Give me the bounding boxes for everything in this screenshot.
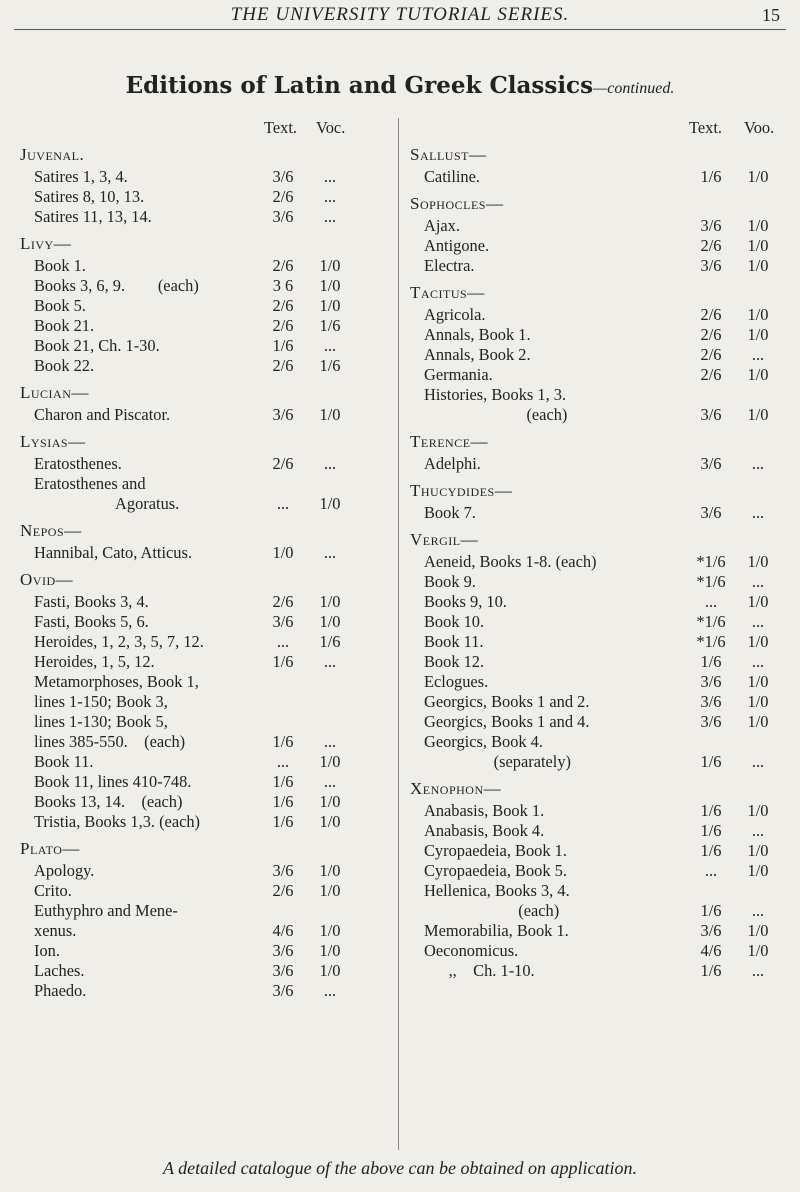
text-price: 3/6 — [272, 861, 294, 880]
entry-title: (each) — [424, 405, 568, 424]
entry-title: Cyropaedeia, Book 1. — [424, 841, 567, 860]
text-price: 3/6 — [272, 961, 294, 980]
text-price: 1/6 — [700, 841, 722, 860]
catalogue-entry — [20, 494, 390, 514]
voc-price: 1/0 — [319, 941, 341, 960]
entry-title: Cyropaedeia, Book 5. — [424, 861, 567, 880]
voc-price: 1/0 — [319, 812, 341, 831]
catalogue-entry — [20, 276, 390, 296]
entry-title: Book 9. — [424, 572, 476, 591]
voc-price: ... — [751, 612, 765, 631]
catalogue-entry — [410, 861, 790, 881]
entry-title: Antigone. — [424, 236, 490, 255]
text-price: 1/6 — [700, 961, 722, 980]
catalogue-entry — [410, 901, 790, 921]
entry-title: Georgics, Books 1 and 4. — [424, 712, 590, 731]
entry-title: Ion. — [34, 941, 60, 960]
entry-title: (separately) — [424, 752, 572, 771]
voc-price: 1/6 — [319, 316, 341, 335]
catalogue-entry — [20, 732, 390, 752]
heading-title: Editions of Latin and Greek Classics — [125, 72, 594, 99]
text-price: 1/6 — [700, 821, 722, 840]
text-price: 3/6 — [272, 612, 294, 631]
column-divider — [398, 118, 399, 1150]
entry-title: Agricola. — [424, 305, 486, 324]
left-column-header — [20, 118, 390, 138]
author-heading: Sophocles— — [410, 194, 504, 213]
catalogue-entry — [20, 612, 390, 632]
text-price: 2/6 — [272, 454, 294, 473]
author-heading: Sallust— — [410, 145, 487, 164]
catalogue-entry — [410, 572, 790, 592]
catalogue-note: A detailed catalogue of the above can be obtained on application. — [162, 1158, 638, 1178]
entry-title: lines 385-550. (each) — [34, 732, 186, 751]
text-price: 2/6 — [272, 316, 294, 335]
text-price: *1/6 — [696, 572, 726, 591]
entry-title: Book 1. — [34, 256, 86, 275]
entry-title: lines 1-150; Book 3, — [34, 692, 168, 711]
catalogue-entry — [410, 841, 790, 861]
entry-title: Euthyphro and Mene- — [34, 901, 178, 920]
voc-price: ... — [751, 652, 765, 671]
entry-title: Annals, Book 2. — [424, 345, 531, 364]
voc-price: ... — [323, 543, 337, 562]
author-heading: Plato— — [20, 839, 80, 858]
author-heading: Vergil— — [410, 530, 479, 549]
voc-price: ... — [323, 772, 337, 791]
text-price: 2/6 — [272, 256, 294, 275]
catalogue-entry — [20, 692, 390, 712]
text-price: 2/6 — [700, 325, 722, 344]
text-price: 3/6 — [700, 921, 722, 940]
catalogue-entry — [20, 812, 390, 832]
text-price: 3/6 — [700, 405, 722, 424]
catalogue-entry — [410, 592, 790, 612]
text-price: 2/6 — [700, 345, 722, 364]
voc-price: ... — [323, 981, 337, 1000]
catalogue-entry — [410, 632, 790, 652]
voc-column-label: Voo. — [744, 118, 775, 137]
text-price: *1/6 — [696, 612, 726, 631]
voc-price: 1/0 — [747, 692, 769, 711]
entry-title: ,, Ch. 1-10. — [424, 961, 535, 980]
catalogue-entry — [410, 236, 790, 256]
entry-title: Book 22. — [34, 356, 95, 375]
text-price: *1/6 — [696, 552, 726, 571]
catalogue-entry — [410, 941, 790, 961]
author-heading: Lysias— — [20, 432, 86, 451]
catalogue-entry — [20, 316, 390, 336]
voc-price: ... — [751, 572, 765, 591]
voc-price: 1/0 — [319, 881, 341, 900]
text-price: *1/6 — [696, 632, 726, 651]
entry-title: lines 1-130; Book 5, — [34, 712, 168, 731]
voc-price: ... — [323, 652, 337, 671]
text-price: 2/6 — [272, 187, 294, 206]
text-price: 3/6 — [700, 712, 722, 731]
text-price: 3/6 — [272, 207, 294, 226]
catalogue-entry — [410, 503, 790, 523]
entry-title: Book 12. — [424, 652, 485, 671]
text-price: 1/6 — [272, 336, 294, 355]
voc-price: 1/0 — [747, 236, 769, 255]
text-price: 3/6 — [272, 941, 294, 960]
entry-title: Fasti, Books 3, 4. — [34, 592, 149, 611]
text-column-label: Text. — [264, 118, 297, 137]
entry-title: Adelphi. — [424, 454, 481, 473]
voc-price: ... — [751, 901, 765, 920]
catalogue-entry — [20, 921, 390, 941]
entry-title: Georgics, Book 4. — [424, 732, 543, 751]
author-heading: Lucian— — [20, 383, 89, 402]
text-price: 3/6 — [700, 692, 722, 711]
catalogue-entry — [410, 305, 790, 325]
voc-price: 1/0 — [747, 167, 769, 186]
catalogue-entry — [410, 454, 790, 474]
author-heading: Terence— — [410, 432, 489, 451]
voc-price: 1/0 — [319, 861, 341, 880]
text-price: 1/6 — [700, 652, 722, 671]
catalogue-entry — [20, 792, 390, 812]
catalogue-entry — [410, 921, 790, 941]
catalogue-entry — [20, 752, 390, 772]
right-column-header — [410, 118, 790, 138]
entry-title: Book 7. — [424, 503, 476, 522]
catalogue-entry — [410, 881, 790, 901]
entry-title: Satires 11, 13, 14. — [34, 207, 152, 226]
entry-title: Electra. — [424, 256, 475, 275]
entry-title: Crito. — [34, 881, 72, 900]
author-heading: Thucydides— — [410, 481, 513, 500]
catalogue-entry — [20, 296, 390, 316]
voc-price: 1/0 — [747, 256, 769, 275]
catalogue-entry — [20, 543, 390, 563]
voc-price: 1/0 — [747, 365, 769, 384]
text-price: 2/6 — [700, 365, 722, 384]
right-column — [410, 118, 790, 981]
text-price: ... — [276, 752, 290, 771]
catalogue-entry — [410, 256, 790, 276]
left-column — [20, 118, 390, 1001]
voc-price: 1/0 — [747, 841, 769, 860]
entry-title: Anabasis, Book 1. — [424, 801, 545, 820]
entry-title: Book 11. — [34, 752, 94, 771]
catalogue-entry — [410, 345, 790, 365]
catalogue-entry — [20, 405, 390, 425]
catalogue-entry — [20, 861, 390, 881]
catalogue-entry — [20, 881, 390, 901]
entry-title: Books 13, 14. (each) — [34, 792, 183, 811]
entry-title: Apology. — [34, 861, 95, 880]
text-price: 4/6 — [700, 941, 722, 960]
catalogue-entry — [20, 454, 390, 474]
voc-price: 1/0 — [747, 592, 769, 611]
running-title: THE UNIVERSITY TUTORIAL SERIES. — [230, 4, 570, 25]
voc-price: 1/0 — [319, 752, 341, 771]
entry-title: Laches. — [34, 961, 85, 980]
voc-price: 1/0 — [319, 961, 341, 980]
voc-price: 1/0 — [319, 256, 341, 275]
author-heading: Juvenal. — [20, 145, 85, 164]
text-price: 1/6 — [272, 732, 294, 751]
catalogue-entry — [410, 365, 790, 385]
catalogue-entry — [20, 187, 390, 207]
entry-title: Satires 1, 3, 4. — [34, 167, 128, 186]
entry-title: Anabasis, Book 4. — [424, 821, 545, 840]
catalogue-entry — [410, 167, 790, 187]
entry-title: Charon and Piscator. — [34, 405, 171, 424]
entry-title: Phaedo. — [34, 981, 87, 1000]
voc-price: 1/0 — [319, 921, 341, 940]
text-price: 3/6 — [272, 405, 294, 424]
text-price: 1/6 — [700, 801, 722, 820]
entry-title: Agoratus. — [34, 494, 180, 513]
catalogue-entry — [410, 821, 790, 841]
author-heading: Nepos— — [20, 521, 82, 540]
text-price: 2/6 — [272, 356, 294, 375]
voc-price: 1/0 — [747, 325, 769, 344]
entry-title: Book 10. — [424, 612, 485, 631]
voc-price: 1/0 — [747, 921, 769, 940]
text-price: 1/6 — [700, 167, 722, 186]
catalogue-entry — [410, 692, 790, 712]
text-price: 2/6 — [272, 881, 294, 900]
text-price: 2/6 — [700, 305, 722, 324]
voc-price: ... — [751, 961, 765, 980]
text-price: 2/6 — [272, 592, 294, 611]
entry-title: Hannibal, Cato, Atticus. — [34, 543, 192, 562]
catalogue-entry — [410, 732, 790, 752]
entry-title: Oeconomicus. — [424, 941, 519, 960]
voc-price: ... — [751, 454, 765, 473]
entry-title: Book 11, lines 410-748. — [34, 772, 192, 791]
catalogue-entry — [410, 752, 790, 772]
entry-title: Aeneid, Books 1-8. (each) — [424, 552, 597, 571]
catalogue-entry — [410, 405, 790, 425]
running-head — [0, 2, 800, 26]
entry-title: Eclogues. — [424, 672, 489, 691]
entry-title: Catiline. — [424, 167, 480, 186]
text-price: 3/6 — [700, 216, 722, 235]
text-column-label: Text. — [689, 118, 722, 137]
voc-price: 1/0 — [747, 672, 769, 691]
text-price: 3/6 — [272, 981, 294, 1000]
text-price: 3/6 — [700, 256, 722, 275]
catalogue-entry — [410, 961, 790, 981]
catalogue-entry — [20, 356, 390, 376]
entry-title: Book 5. — [34, 296, 86, 315]
page-number: 15 — [762, 5, 780, 25]
entry-title: Books 3, 6, 9. (each) — [34, 276, 199, 295]
catalogue-entry — [20, 712, 390, 732]
entry-title: Hellenica, Books 3, 4. — [424, 881, 570, 900]
text-price: 2/6 — [700, 236, 722, 255]
catalogue-entry — [20, 167, 390, 187]
voc-price: 1/0 — [747, 552, 769, 571]
voc-price: 1/0 — [747, 305, 769, 324]
text-price: ... — [276, 494, 290, 513]
voc-price: 1/6 — [319, 356, 341, 375]
catalogue-entry — [410, 672, 790, 692]
voc-price: 1/0 — [747, 405, 769, 424]
catalogue-entry — [20, 672, 390, 692]
entry-title: Eratosthenes and — [34, 474, 146, 493]
voc-price: ... — [323, 187, 337, 206]
catalogue-entry — [20, 652, 390, 672]
entry-title: Annals, Book 1. — [424, 325, 531, 344]
header-rule — [14, 29, 786, 30]
entry-title: Eratosthenes. — [34, 454, 122, 473]
voc-price: ... — [751, 821, 765, 840]
entry-title: Histories, Books 1, 3. — [424, 385, 567, 404]
entry-title: (each) — [424, 901, 560, 920]
entry-title: Book 21, Ch. 1-30. — [34, 336, 160, 355]
voc-price: 1/0 — [747, 216, 769, 235]
text-price: ... — [704, 592, 718, 611]
catalogue-entry — [410, 612, 790, 632]
catalogue-entry — [20, 901, 390, 921]
text-price: 1/6 — [700, 752, 722, 771]
heading-continued: —continued. — [593, 80, 675, 97]
catalogue-entry — [410, 325, 790, 345]
catalogue-entry — [410, 385, 790, 405]
catalogue-entry — [20, 207, 390, 227]
catalogue-entry — [410, 712, 790, 732]
text-price: 1/0 — [272, 543, 294, 562]
voc-price: 1/0 — [319, 592, 341, 611]
voc-price: ... — [751, 752, 765, 771]
section-heading — [0, 72, 800, 99]
catalogue-entry — [410, 652, 790, 672]
voc-price: 1/0 — [319, 792, 341, 811]
voc-price: 1/0 — [319, 494, 341, 513]
voc-price: 1/0 — [319, 612, 341, 631]
voc-price: 1/0 — [747, 941, 769, 960]
text-price: 1/6 — [272, 792, 294, 811]
author-heading: Xenophon— — [410, 779, 502, 798]
text-price: 3/6 — [700, 672, 722, 691]
catalogue-entry — [20, 632, 390, 652]
voc-price: ... — [323, 454, 337, 473]
catalogue-entry — [410, 801, 790, 821]
catalogue-entry — [20, 256, 390, 276]
catalogue-entry — [20, 474, 390, 494]
entry-title: Germania. — [424, 365, 493, 384]
catalogue-entry — [20, 592, 390, 612]
author-heading: Livy— — [20, 234, 72, 253]
voc-column-label: Voc. — [316, 118, 346, 137]
text-price: 3 6 — [272, 276, 294, 295]
author-heading: Tacitus— — [410, 283, 485, 302]
entry-title: Book 11. — [424, 632, 484, 651]
voc-price: ... — [751, 345, 765, 364]
text-price: 3/6 — [700, 503, 722, 522]
entry-title: Metamorphoses, Book 1, — [34, 672, 199, 691]
voc-price: 1/0 — [747, 861, 769, 880]
text-price: 1/6 — [272, 652, 294, 671]
catalogue-entry — [20, 772, 390, 792]
entry-title: Tristia, Books 1,3. (each) — [34, 812, 201, 831]
text-price: 1/6 — [700, 901, 722, 920]
voc-price: ... — [323, 336, 337, 355]
catalogue-entry — [20, 336, 390, 356]
voc-price: 1/0 — [319, 296, 341, 315]
entry-title: Heroides, 1, 5, 12. — [34, 652, 155, 671]
catalogue-entry — [410, 216, 790, 236]
voc-price: 1/0 — [747, 632, 769, 651]
text-price: 1/6 — [272, 812, 294, 831]
entry-title: Fasti, Books 5, 6. — [34, 612, 149, 631]
entry-title: xenus. — [34, 921, 77, 940]
text-price: ... — [704, 861, 718, 880]
voc-price: 1/0 — [747, 801, 769, 820]
voc-price: ... — [323, 167, 337, 186]
entry-title: Books 9, 10. — [424, 592, 507, 611]
text-price: 3/6 — [700, 454, 722, 473]
voc-price: 1/6 — [319, 632, 341, 651]
text-price: 4/6 — [272, 921, 294, 940]
entry-title: Satires 8, 10, 13. — [34, 187, 145, 206]
catalogue-entry — [20, 981, 390, 1001]
text-price: 3/6 — [272, 167, 294, 186]
catalogue-entry — [410, 552, 790, 572]
voc-price: 1/0 — [747, 712, 769, 731]
voc-price: ... — [323, 207, 337, 226]
entry-title: Book 21. — [34, 316, 95, 335]
text-price: ... — [276, 632, 290, 651]
voc-price: 1/0 — [319, 276, 341, 295]
entry-title: Heroides, 1, 2, 3, 5, 7, 12. — [34, 632, 204, 651]
entry-title: Memorabilia, Book 1. — [424, 921, 569, 940]
voc-price: ... — [751, 503, 765, 522]
catalogue-entry — [20, 961, 390, 981]
voc-price: 1/0 — [319, 405, 341, 424]
author-heading: Ovid— — [20, 570, 74, 589]
text-price: 1/6 — [272, 772, 294, 791]
text-price: 2/6 — [272, 296, 294, 315]
catalogue-entry — [20, 941, 390, 961]
voc-price: ... — [323, 732, 337, 751]
entry-title: Georgics, Books 1 and 2. — [424, 692, 590, 711]
entry-title: Ajax. — [424, 216, 460, 235]
